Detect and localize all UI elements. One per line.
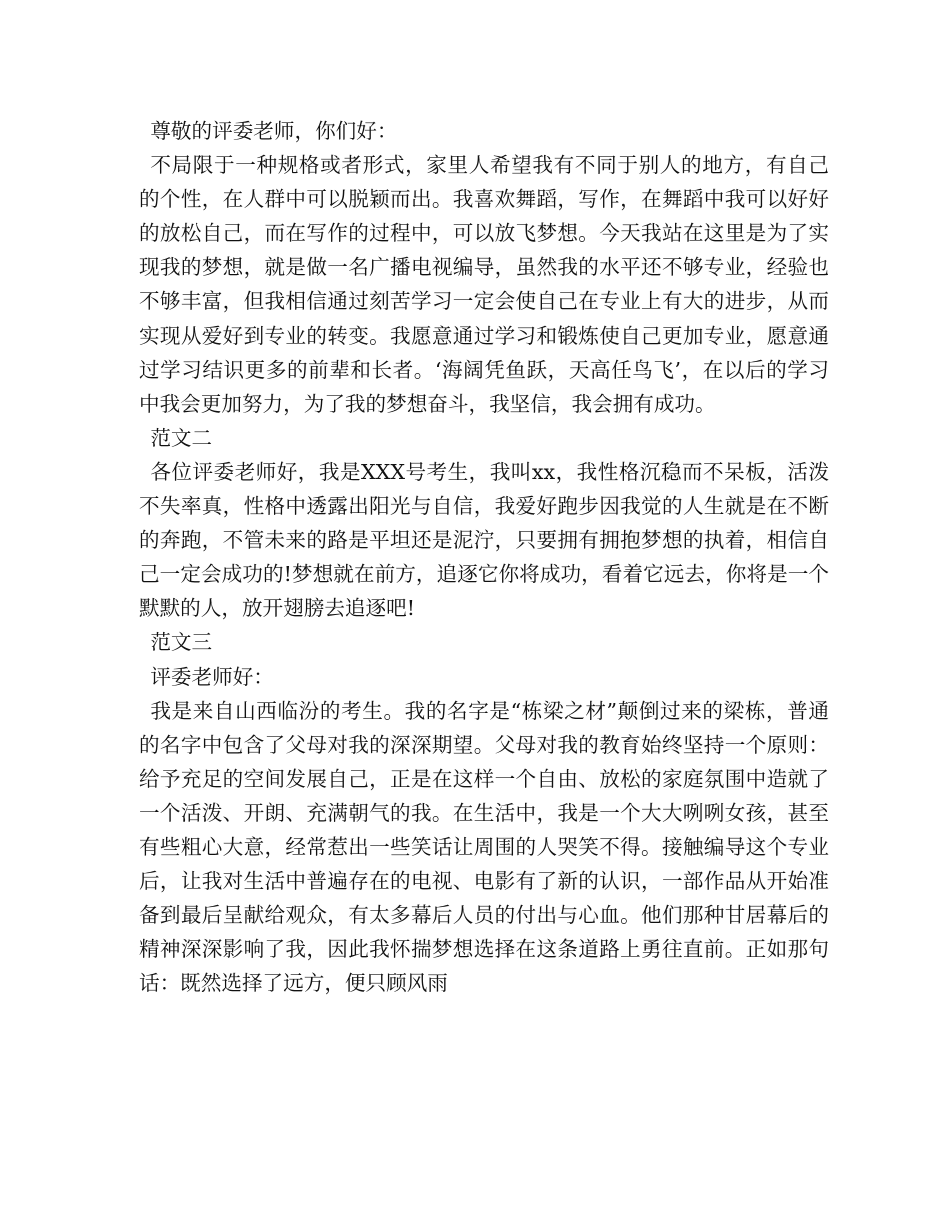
document-body <box>139 114 829 1000</box>
salutation-paragraph: 尊敬的评委老师，你们好： <box>150 119 398 143</box>
section-heading-essay-three: 范文三 <box>150 630 213 655</box>
essay-one-paragraph: 不局限于一种规格或者形式，家里人希望我有不同于别人的地方，有自己的个性，在人群中可以脱颖而出。我喜欢舞蹈，写作，在舞蹈中我可以好好的放松自己，而在写作的过程中，可以放飞梦想。今天我站在这里是为了实现我的梦想，就是做一名广播电视编导，虽然我的水平还不够专业，经验也不够丰富，但我相信通过刻苦学习一定会使自己在专业上有大的进步，从而实现从爱好到专业的转变。我愿意通过学习和锻炼使自己更加专业，愿意通过学习结识更多的前辈和长者。‘海阔凭鱼跃，天高任鸟飞’，在以后的学习中我会更加努力，为了我的梦想奋斗，我坚信，我会拥有成功。 <box>139 153 829 416</box>
essay-three-salutation: 评委老师好： <box>150 664 274 689</box>
section-heading-essay-two: 范文二 <box>150 425 213 450</box>
essay-two-paragraph: 各位评委老师好，我是XXX号考生，我叫xx，我性格沉稳而不呆板，活泼不失率真，性格中透露出阳光与自信，我爱好跑步因我觉的人生就是在不断的奔跑，不管未来的路是平坦还是泥泞，只要拥有拥抱梦想的执着，相信自己一定会成功的!梦想就在前方，追逐它你将成功，看着它远去，你将是一个默默的人，放开翅膀去追逐吧! <box>139 459 829 621</box>
essay-three-paragraph: 我是来自山西临汾的考生。我的名字是“栋梁之材”颠倒过来的梁栋，普通的名字中包含了父母对我的深深期望。父母对我的教育始终坚持一个原则：给予充足的空间发展自己，正是在这样一个自由、放松的家庭氛围中造就了一个活泼、开朗、充满朝气的我。在生活中，我是一个大大咧咧女孩，甚至有些粗心大意，经常惹出一些笑话让周围的人哭笑不得。接触编导这个专业后，让我对生活中普遍存在的电视、电影有了新的认识，一部作品从开始准备到最后呈献给观众，有太多幕后人员的付出与心血。他们那种甘居幕后的精神深深影响了我，因此我怀揣梦想选择在这条道路上勇往直前。正如那句话：既然选择了远方，便只顾风雨 <box>139 698 829 996</box>
